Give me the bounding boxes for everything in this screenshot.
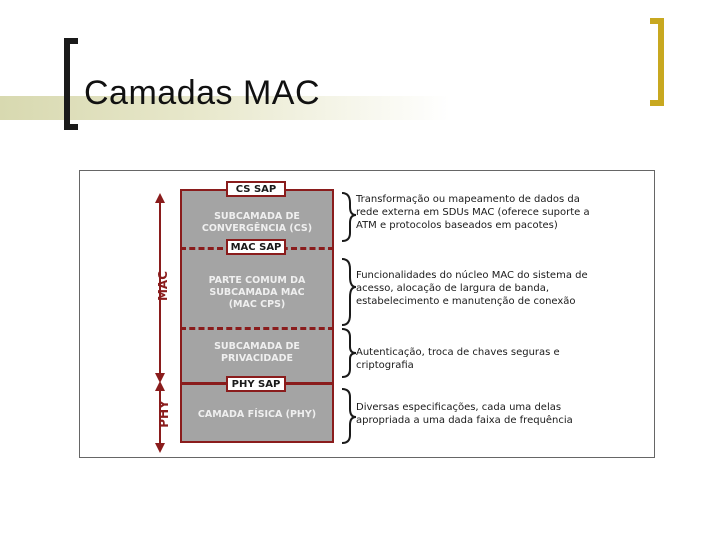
privacy-description-line1: Autenticação, troca de chaves seguras e <box>356 347 560 358</box>
layer-stack <box>180 189 334 443</box>
cs-description-line2: rede externa em SDUs MAC (oferece suporte a <box>356 207 590 218</box>
cps-layer-label-line3: (MAC CPS) <box>228 299 286 310</box>
left-bracket-decoration <box>64 38 78 130</box>
brace-phy <box>342 389 356 443</box>
phy-axis-label: PHY <box>156 400 171 428</box>
phy-axis-arrow-top <box>155 381 165 391</box>
cs-description-line3: ATM e protocolos baseados em pacotes) <box>356 220 558 231</box>
brace-cs <box>342 193 356 241</box>
cps-description <box>356 269 616 308</box>
cs-description-line1: Transformação ou mapeamento de dados da <box>356 194 580 205</box>
cs-sap-box: CS SAP <box>226 181 286 197</box>
slide-title: Camadas MAC <box>84 74 321 112</box>
cps-description-line1: Funcionalidades do núcleo MAC do sistema de <box>356 270 588 281</box>
privacy-description-line2: criptografia <box>356 360 414 371</box>
phy-layer-label: CAMADA FÍSICA (PHY) <box>197 409 317 420</box>
privacy-layer-label-line2: PRIVACIDADE <box>221 353 293 364</box>
right-bracket-decoration <box>650 18 664 106</box>
privacy-description <box>356 346 616 372</box>
cps-description-line3: estabelecimento e manutenção de conexão <box>356 296 576 307</box>
phy-description-line1: Diversas especificações, cada uma delas <box>356 402 562 413</box>
cs-layer-label-line2: CONVERGÊNCIA (CS) <box>201 223 313 234</box>
cps-description-line2: acesso, alocação de largura de banda, <box>356 283 550 294</box>
cs-layer-label-line1: SUBCAMADA DE <box>214 211 300 222</box>
cs-description <box>356 193 616 232</box>
brace-privacy <box>342 329 356 377</box>
cps-layer-label-line1: PARTE COMUM DA <box>208 275 306 286</box>
brace-cps <box>342 259 356 325</box>
phy-axis-arrow-bottom <box>155 443 165 453</box>
phy-description-line2: apropriada a uma dada faixa de frequência <box>356 415 573 426</box>
phy-sap-box: PHY SAP <box>226 376 286 392</box>
mac-layers-diagram <box>79 170 655 458</box>
mac-axis-label: MAC <box>156 270 171 302</box>
mac-axis-arrow-top <box>155 193 165 203</box>
privacy-layer-label-line1: SUBCAMADA DE <box>214 341 300 352</box>
mac-sap-box: MAC SAP <box>226 239 286 255</box>
phy-description <box>356 401 616 427</box>
cps-layer-label-line2: SUBCAMADA MAC <box>209 287 305 298</box>
cps-privacy-divider <box>180 327 334 330</box>
